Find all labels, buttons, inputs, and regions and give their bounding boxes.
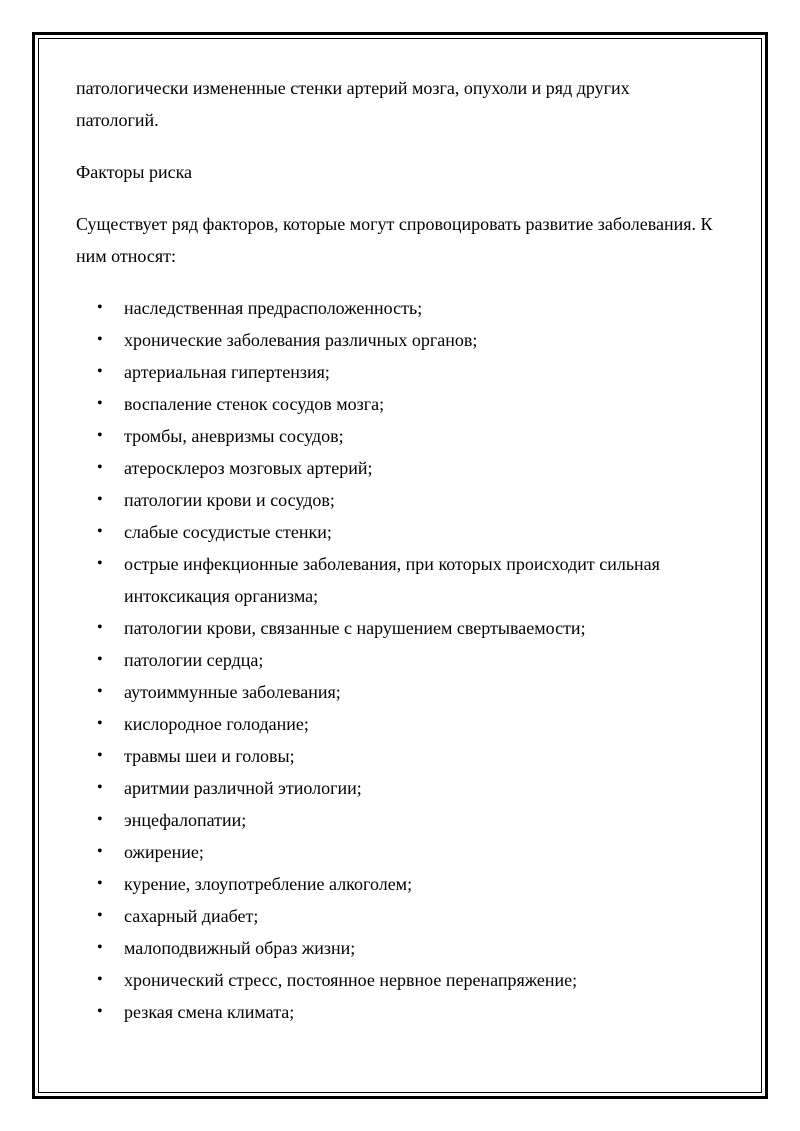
list-item-text: патологии крови, связанные с нарушением свертываемости; xyxy=(124,618,586,638)
list-item-text: хронические заболевания различных органов; xyxy=(124,330,478,350)
bullet-icon: • xyxy=(97,715,103,732)
risk-factors-list xyxy=(76,292,716,1028)
list-item xyxy=(76,452,716,484)
list-item-text: атеросклероз мозговых артерий; xyxy=(124,458,373,478)
list-item-text: курение, злоупотребление алкоголем; xyxy=(124,874,413,894)
bullet-icon: • xyxy=(97,811,103,828)
intro-paragraph: патологически измененные стенки артерий мозга, опухоли и ряд других патологий. xyxy=(76,78,630,130)
bullet-icon: • xyxy=(97,1003,103,1020)
bullet-icon: • xyxy=(97,939,103,956)
list-item-text: аритмии различной этиологии; xyxy=(124,778,362,798)
list-item-text: патологии сердца; xyxy=(124,650,264,670)
list-item xyxy=(76,868,716,900)
list-item xyxy=(76,388,716,420)
bullet-icon: • xyxy=(97,747,103,764)
list-item xyxy=(76,516,716,548)
section-heading: Факторы риска xyxy=(76,162,193,182)
list-item xyxy=(76,324,716,356)
bullet-icon: • xyxy=(97,523,103,540)
list-item xyxy=(76,708,716,740)
bullet-icon: • xyxy=(97,843,103,860)
bullet-icon: • xyxy=(97,459,103,476)
bullet-icon: • xyxy=(97,651,103,668)
list-item-text: кислородное голодание; xyxy=(124,714,309,734)
list-item-text: тромбы, аневризмы сосудов; xyxy=(124,426,344,446)
list-item-text: наследственная предрасположенность; xyxy=(124,298,423,318)
list-item xyxy=(76,356,716,388)
list-item-text: артериальная гипертензия; xyxy=(124,362,330,382)
bullet-icon: • xyxy=(97,971,103,988)
list-item xyxy=(76,772,716,804)
list-item xyxy=(76,740,716,772)
list-item xyxy=(76,292,716,324)
bullet-icon: • xyxy=(97,555,103,572)
lead-paragraph: Существует ряд факторов, которые могут спровоцировать развитие заболевания. К ним относят: xyxy=(76,214,713,266)
list-item xyxy=(76,484,716,516)
list-item-text: ожирение; xyxy=(124,842,204,862)
list-item-text: патологии крови и сосудов; xyxy=(124,490,335,510)
list-item-text: воспаление стенок сосудов мозга; xyxy=(124,394,385,414)
list-item-text: резкая смена климата; xyxy=(124,1002,295,1022)
list-item-text: слабые сосудистые стенки; xyxy=(124,522,332,542)
bullet-icon: • xyxy=(97,395,103,412)
bullet-icon: • xyxy=(97,875,103,892)
list-item xyxy=(76,644,716,676)
bullet-icon: • xyxy=(97,491,103,508)
list-item xyxy=(76,548,716,612)
bullet-icon: • xyxy=(97,683,103,700)
list-item xyxy=(76,900,716,932)
list-item xyxy=(76,964,716,996)
bullet-icon: • xyxy=(97,779,103,796)
bullet-icon: • xyxy=(97,331,103,348)
document-body xyxy=(76,72,716,1028)
list-item xyxy=(76,836,716,868)
bullet-icon: • xyxy=(97,619,103,636)
list-item xyxy=(76,420,716,452)
bullet-icon: • xyxy=(97,363,103,380)
bullet-icon: • xyxy=(97,427,103,444)
list-item xyxy=(76,676,716,708)
list-item xyxy=(76,804,716,836)
list-item-text: аутоиммунные заболевания; xyxy=(124,682,341,702)
list-item-text: энцефалопатии; xyxy=(124,810,247,830)
list-item-text: малоподвижный образ жизни; xyxy=(124,938,356,958)
list-item-text: хронический стресс, постоянное нервное перенапряжение; xyxy=(124,970,578,990)
list-item-text: острые инфекционные заболевания, при которых происходит сильная интоксикация организма; xyxy=(124,554,660,606)
list-item-text: сахарный диабет; xyxy=(124,906,259,926)
list-item xyxy=(76,932,716,964)
list-item xyxy=(76,612,716,644)
bullet-icon: • xyxy=(97,299,103,316)
list-item-text: травмы шеи и головы; xyxy=(124,746,295,766)
list-item xyxy=(76,996,716,1028)
bullet-icon: • xyxy=(97,907,103,924)
